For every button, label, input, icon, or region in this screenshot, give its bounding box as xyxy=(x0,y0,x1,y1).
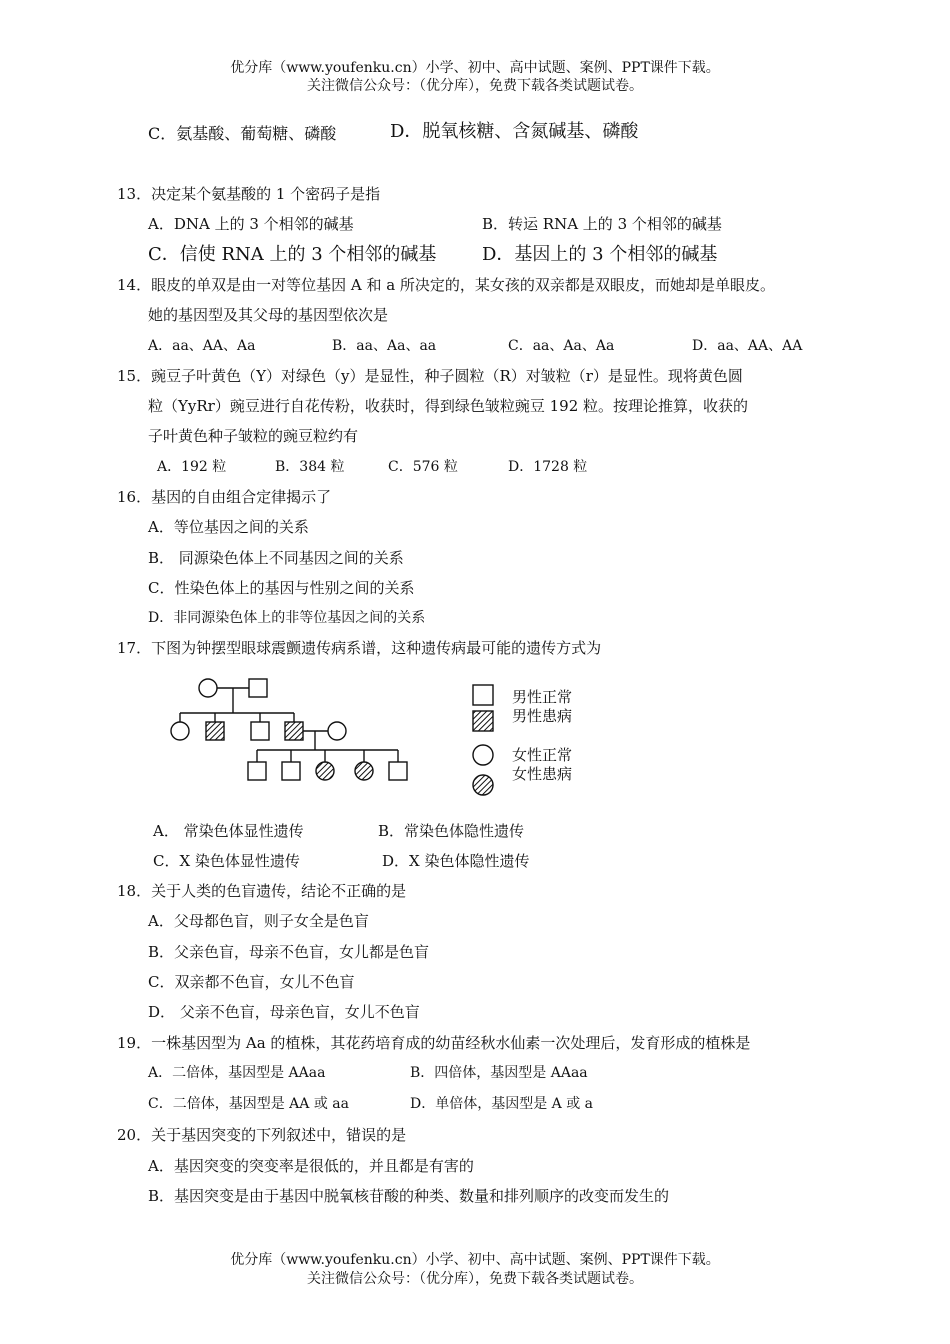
q14-option-a: A．aa、AA、Aa xyxy=(148,338,256,354)
legend-female-normal-icon xyxy=(473,745,493,765)
q13-option-a: A．DNA 上的 3 个相邻的碱基 xyxy=(148,215,354,233)
q19-stem: 19．一株基因型为 Aa 的植株，其花药培育成的幼苗经秋水仙素一次处理后，发育形成的植株是 xyxy=(117,1034,751,1052)
q15-stem-3: 子叶黄色种子皱粒的豌豆粒约有 xyxy=(148,427,359,445)
legend-male-affected-icon xyxy=(473,711,493,731)
q18-stem: 18．关于人类的色盲遗传，结论不正确的是 xyxy=(117,882,407,900)
q16-stem: 16．基因的自由组合定律揭示了 xyxy=(117,488,332,506)
q13-option-d: D．基因上的 3 个相邻的碱基 xyxy=(482,244,718,265)
prev-option-d: D．脱氧核糖、含氮碱基、磷酸 xyxy=(390,121,639,142)
q17-stem: 17．下图为钟摆型眼球震颤遗传病系谱，这种遗传病最可能的遗传方式为 xyxy=(117,639,602,657)
header-line-1: 优分库（www.youfenku.cn）小学、初中、高中试题、案例、PPT课件下载。 xyxy=(230,60,720,76)
legend-male-normal-icon xyxy=(473,685,493,705)
q13-stem: 13．决定某个氨基酸的 1 个密码子是指 xyxy=(117,185,381,203)
q19-option-a: A．二倍体，基因型是 AAaa xyxy=(148,1065,326,1081)
q17-option-c: C．X 染色体显性遗传 xyxy=(153,852,300,870)
legend-male-normal: 男性正常 xyxy=(512,688,573,706)
q19-option-c: C．二倍体，基因型是 AA 或 aa xyxy=(148,1096,349,1112)
q14-stem-2: 她的基因型及其父母的基因型依次是 xyxy=(148,306,389,324)
gen3-female-affected-1 xyxy=(316,762,334,780)
q15-option-d: D．1728 粒 xyxy=(508,459,588,475)
q15-stem-2: 粒（YyRr）豌豆进行自花传粉，收获时，得到绿色皱粒豌豆 192 粒。按理论推算，收获的 xyxy=(148,397,749,415)
q18-option-a: A．父母都色盲，则子女全是色盲 xyxy=(148,912,369,930)
gen3-male-normal-1 xyxy=(248,762,266,780)
legend-female-affected-icon xyxy=(473,775,493,795)
q16-option-b: B． 同源染色体上不同基因之间的关系 xyxy=(148,549,404,567)
pedigree-chart xyxy=(160,670,420,790)
gen3-male-normal-2 xyxy=(282,762,300,780)
gen3-male-normal-3 xyxy=(389,762,407,780)
q19-option-b: B．四倍体，基因型是 AAaa xyxy=(410,1065,588,1081)
q15-option-b: B．384 粒 xyxy=(275,459,345,475)
q16-option-a: A．等位基因之间的关系 xyxy=(148,518,309,536)
q14-option-b: B．aa、Aa、aa xyxy=(332,338,437,354)
gen1-female-normal xyxy=(199,679,217,697)
q17-option-d: D．X 染色体隐性遗传 xyxy=(382,852,530,870)
q19-option-d: D．单倍体，基因型是 A 或 a xyxy=(410,1096,594,1112)
prev-option-c: C．氨基酸、葡萄糖、磷酸 xyxy=(148,124,337,143)
q20-stem: 20．关于基因突变的下列叙述中，错误的是 xyxy=(117,1126,407,1144)
q18-option-b: B．父亲色盲，母亲不色盲，女儿都是色盲 xyxy=(148,943,430,961)
header-line-2: 关注微信公众号：（优分库），免费下载各类试题试卷。 xyxy=(307,78,643,94)
q14-option-d: D．aa、AA、AA xyxy=(692,338,803,354)
legend-female-normal: 女性正常 xyxy=(512,746,573,764)
gen2-male-affected-2 xyxy=(285,722,303,740)
gen2-female-normal xyxy=(171,722,189,740)
q13-option-b: B．转运 RNA 上的 3 个相邻的碱基 xyxy=(482,215,722,233)
gen2-male-affected-1 xyxy=(206,722,224,740)
q16-option-d: D．非同源染色体上的非等位基因之间的关系 xyxy=(148,610,426,626)
footer-line-2: 关注微信公众号：（优分库），免费下载各类试题试卷。 xyxy=(307,1271,643,1287)
q18-option-d: D． 父亲不色盲，母亲色盲，女儿不色盲 xyxy=(148,1003,420,1021)
q17-option-a: A． 常染色体显性遗传 xyxy=(153,822,304,840)
q17-option-b: B．常染色体隐性遗传 xyxy=(378,822,525,840)
legend-male-affected: 男性患病 xyxy=(512,707,573,725)
q15-stem-1: 15．豌豆子叶黄色（Y）对绿色（y）是显性，种子圆粒（R）对皱粒（r）是显性。现将黄色圆 xyxy=(117,367,743,385)
gen3-female-affected-2 xyxy=(355,762,373,780)
q15-option-c: C．576 粒 xyxy=(388,459,458,475)
q18-option-c: C．双亲都不色盲，女儿不色盲 xyxy=(148,973,355,991)
q20-option-a: A．基因突变的突变率是很低的，并且都是有害的 xyxy=(148,1157,474,1175)
pedigree-legend xyxy=(470,682,500,800)
q14-stem-1: 14．眼皮的单双是由一对等位基因 A 和 a 所决定的，某女孩的双亲都是双眼皮，而她却是单眼皮。 xyxy=(117,276,775,294)
legend-female-affected: 女性患病 xyxy=(512,765,573,783)
q15-option-a: A．192 粒 xyxy=(157,459,227,475)
gen2-male-normal xyxy=(251,722,269,740)
q13-option-c: C．信使 RNA 上的 3 个相邻的碱基 xyxy=(148,244,437,265)
gen2-spouse-female-normal xyxy=(328,722,346,740)
q14-option-c: C．aa、Aa、Aa xyxy=(508,338,615,354)
footer-line-1: 优分库（www.youfenku.cn）小学、初中、高中试题、案例、PPT课件下载。 xyxy=(230,1252,720,1268)
q20-option-b: B．基因突变是由于基因中脱氧核苷酸的种类、数量和排列顺序的改变而发生的 xyxy=(148,1187,670,1205)
gen1-male-normal xyxy=(249,679,267,697)
q16-option-c: C．性染色体上的基因与性别之间的关系 xyxy=(148,579,415,597)
